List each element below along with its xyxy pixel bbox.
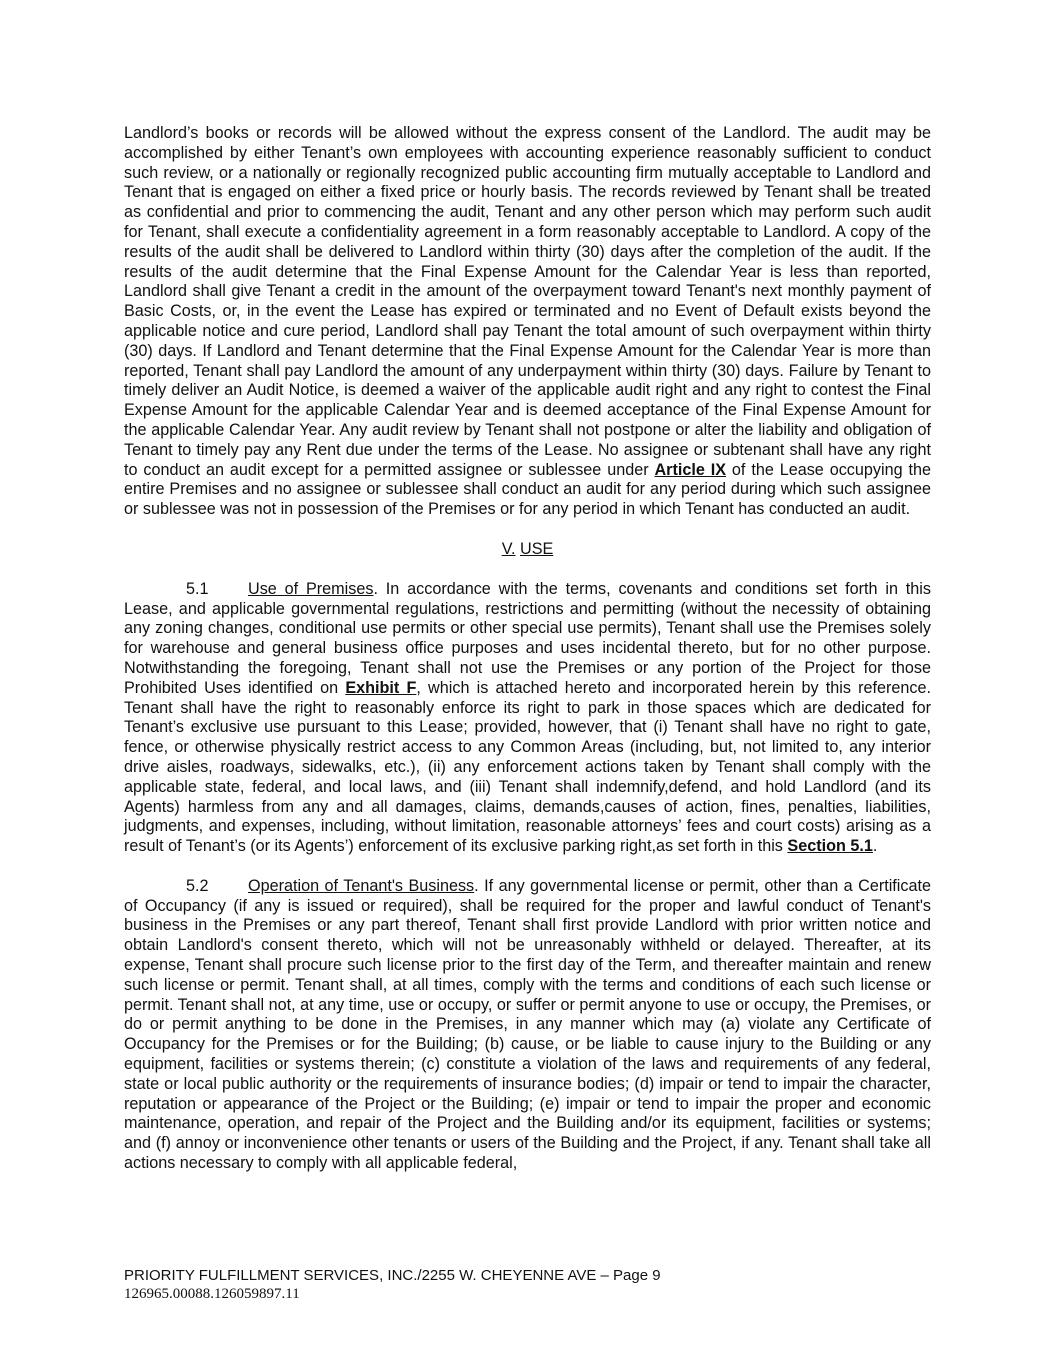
section-title: Use of Premises [248, 579, 374, 598]
document-id: 126965.00088.126059897.11 [124, 1286, 300, 1302]
section-text: . If any governmental license or permit, other than a Certificate of Occupancy (if any is issued or required), shall be required for the proper and lawful conduct of Tenant's business in the Premises or any part thereof, Tenant shall first provide Landlord with prior written notice and obtain Landlord's consent thereto, which will not be unreasonably withheld or delayed. Thereafter, at its expense, Tenant shall procure such license prior to the first day of the Term, and thereafter maintain and renew such license or permit. Tenant shall, at all times, comply with the terms and conditions of each such license or permit. Tenant shall not, at any time, use or occupy, or suffer or permit anyone to use or occupy, the Premises, or do or permit anything to be done in the Premises, in any manner which may (a) violate any Certificate of Occupancy for the Premises or for the Building; (b) cause, or be liable to cause injury to the Building or any equipment, facilities or systems therein; (c) constitute a violation of the laws and requirements of any federal, state or local public authority or the requirements of insurance bodies; (d) impair or tend to impair the character, reputation or appearance of the Project or the Building; (e) impair or tend to impair the proper and economic maintenance, operation, and repair of the Project and the Building and/or its equipment, facilities or systems; and (f) annoy or inconvenience other tenants or users of the Building and the Project, if any. Tenant shall take all actions necessary to comply with all applicable federal, [124, 876, 931, 1173]
section-text: , which is attached hereto and incorporated herein by this reference. Tenant shall have the right to reasonably enforce its right to park in those spaces which are dedicated for Tenant’s exclusive use pursuant to this Lease; provided, however, that (i) Tenant shall have no right to gate, fence, or otherwise physically restrict access to any Common Areas (including, but, not limited to, any interior drive aisles, roadways, sidewalks, etc.), (ii) any enforcement actions taken by Tenant shall comply with the applicable state, federal, and local laws, and (iii) Tenant shall indemnify,defend, and hold Landlord (and its Agents) harmless from any and all damages, claims, demands,causes of action, fines, penalties, liabilities, judgments, and expenses, including, without limitation, reasonable attorneys’ fees and court costs) arising as a result of Tenant’s (or its Agents’) enforcement of its exclusive parking right,as set forth in this [124, 678, 931, 856]
section-5-2 [124, 877, 931, 1174]
section-5-1-reference: Section 5.1 [787, 837, 873, 856]
document-page [124, 124, 931, 1174]
page-footer [124, 1266, 931, 1304]
section-text: . [872, 837, 878, 856]
section-text: . In accordance with the terms, covenants and conditions set forth in this Lease, and applicable governmental regulations, restrictions and permitting (without the necessity of obtaining any zoning changes, conditional use permits or other special use permits), Tenant shall use the Premises solely for warehouse and general business office purposes and uses incidental thereto, but for no other purpose. Notwithstanding the foregoing, Tenant shall not use the Premises or any portion of the Project for those Prohibited Uses identified on [124, 579, 931, 697]
heading-title: USE [520, 539, 554, 558]
section-number: 5.1 [186, 579, 209, 598]
heading-number: V. [501, 539, 516, 558]
section-title: Operation of Tenant's Business [248, 876, 475, 895]
paragraph-audit-continuation [124, 124, 931, 520]
section-number: 5.2 [186, 876, 209, 895]
article-ix-reference: Article IX [654, 460, 727, 479]
section-5-1 [124, 580, 931, 857]
paragraph-text: Landlord’s books or records will be allowed without the express consent of the Landlord. The audit may be accomplished by either Tenant’s own employees with accounting experience reasonably sufficient to conduct such review, or a nationally or regionally recognized public accounting firm mutually acceptable to Landlord and Tenant that is engaged on either a fixed price or hourly basis. The records reviewed by Tenant shall be treated as confidential and prior to commencing the audit, Tenant and any other person which may perform such audit for Tenant, shall execute a confidentiality agreement in a form reasonably acceptable to Landlord. A copy of the results of the audit shall be delivered to Landlord within thirty (30) days after the completion of the audit. If the results of the audit determine that the Final Expense Amount for the Calendar Year is less than reported, Landlord shall give Tenant a credit in the amount of the overpayment toward Tenant's next monthly payment of Basic Costs, or, in the event the Lease has expired or terminated and no Event of Default exists beyond the applicable notice and cure period, Landlord shall pay Tenant the total amount of such overpayment within thirty (30) days. If Landlord and Tenant determine that the Final Expense Amount for the Calendar Year is more than reported, Tenant shall pay Landlord the amount of any underpayment within thirty (30) days. Failure by Tenant to timely deliver an Audit Notice, is deemed a waiver of the applicable audit right and any right to contest the Final Expense Amount for the applicable Calendar Year and is deemed acceptance of the Final Expense Amount for the applicable Calendar Year. Any audit review by Tenant shall not postpone or alter the liability and obligation of Tenant to timely pay any Rent due under the terms of the Lease. No assignee or subtenant shall have any right to conduct an audit except for a permitted assignee or sublessee under [124, 124, 931, 479]
paragraph-text: of the Lease occupying the entire Premises and no assignee or sublessee shall conduct an audit for any period during which such assignee or sublessee was not in possession of the Premises or for any period in which Tenant has conducted an audit. [124, 460, 931, 519]
footer-title: PRIORITY FULFILLMENT SERVICES, INC./2255 W. CHEYENNE AVE – Page 9 [124, 1267, 661, 1284]
exhibit-f-reference: Exhibit F [345, 678, 417, 697]
section-heading-use [124, 540, 931, 560]
